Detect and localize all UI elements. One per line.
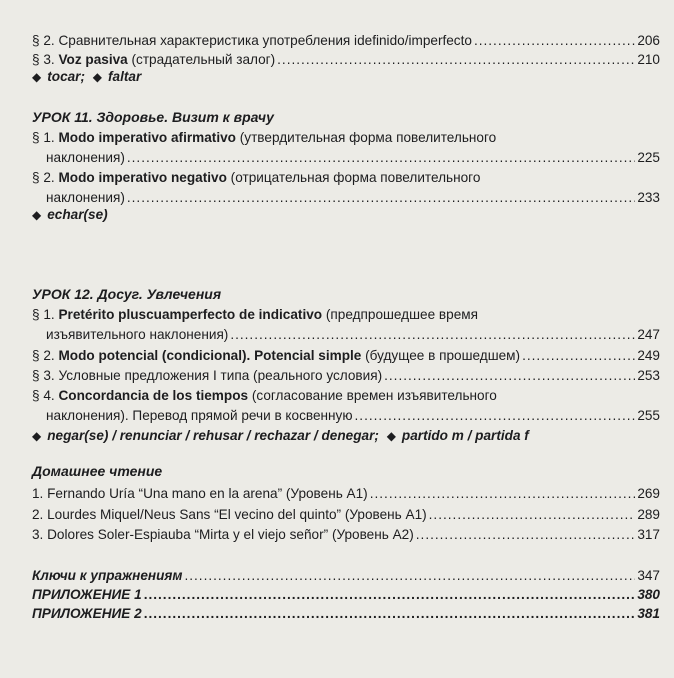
- page-number: 347: [637, 568, 660, 583]
- section-title: ПРИЛОЖЕНИЕ 2: [32, 606, 142, 621]
- section-title: Сравнительная характеристика употребления idefinido/imperfecto: [58, 33, 472, 48]
- reading-item: [32, 526, 660, 543]
- page-number: 317: [637, 527, 660, 542]
- section-title: Concordancia de los tiempos: [58, 388, 249, 403]
- page-number: 381: [637, 606, 660, 621]
- section-title: Modo imperativo afirmativo: [58, 130, 236, 145]
- section-subtitle: (утвердительная форма повелительного: [235, 130, 497, 145]
- toc-entry-appendix-1: [32, 586, 660, 603]
- page-number: 289: [637, 507, 660, 522]
- section-number: § 3.: [32, 368, 55, 383]
- vocab-line-l11: [32, 206, 660, 224]
- section-title: Modo imperativo negativo: [58, 170, 227, 185]
- toc-entry-l11-p1: [32, 129, 660, 146]
- dot-leader: [474, 32, 635, 49]
- dot-leader: [522, 347, 635, 364]
- toc-entry-l12-p3: [32, 367, 660, 384]
- page-number: 269: [637, 486, 660, 501]
- toc-entry-l11-p1-cont: [46, 149, 660, 166]
- section-subtitle-cont: наклонения): [46, 190, 125, 205]
- reading-title: Домашнее чтение: [32, 463, 163, 479]
- dot-leader: [127, 149, 635, 166]
- section-title: Условные предложения I типа (реального условия): [58, 368, 383, 383]
- section-number: § 1.: [32, 130, 55, 145]
- toc-entry-l10-p3: [32, 51, 660, 68]
- dot-leader: [144, 586, 636, 603]
- dot-leader: [184, 567, 635, 584]
- dot-leader: [277, 51, 635, 68]
- diamond-icon: ◆: [32, 429, 42, 443]
- section-number: § 2.: [32, 348, 55, 363]
- diamond-icon: ◆: [386, 429, 396, 443]
- section-title: Ключи к упражнениям: [32, 568, 183, 583]
- toc-entry-appendix-2: [32, 605, 660, 622]
- reading-item: [32, 506, 660, 523]
- reading-item-title: 3. Dolores Soler-Espiauba “Mirta y el viejo señor” (Уровень А2): [32, 527, 414, 542]
- diamond-icon: ◆: [32, 208, 42, 222]
- page-number: 380: [637, 587, 660, 602]
- section-number: § 4.: [32, 388, 55, 403]
- section-subtitle-cont: изъявительного наклонения): [46, 327, 229, 342]
- vocab-line-l12: [32, 427, 660, 445]
- vocab-line-l10: [32, 68, 660, 86]
- diamond-icon: ◆: [32, 70, 42, 84]
- dot-leader: [230, 326, 635, 343]
- page-number: 255: [637, 408, 660, 423]
- dot-leader: [144, 605, 636, 622]
- section-number: § 2.: [32, 33, 55, 48]
- toc-entry-l11-p2: [32, 169, 660, 186]
- dot-leader: [127, 189, 635, 206]
- section-subtitle: (отрицательная форма повелительного: [226, 170, 481, 185]
- vocab-word: partido m / partida f: [401, 428, 529, 443]
- section-title: Voz pasiva: [58, 52, 128, 67]
- toc-entry-l12-p1-cont: [46, 326, 660, 343]
- section-title: ПРИЛОЖЕНИЕ 1: [32, 587, 142, 602]
- lesson-title-11: УРОК 11. Здоровье. Визит к врачу: [32, 109, 274, 125]
- toc-entry-keys: [32, 567, 660, 584]
- reading-item: [32, 485, 660, 502]
- section-subtitle: (будущее в прошедшем): [361, 348, 521, 363]
- section-subtitle: (страдательный залог): [127, 52, 276, 67]
- page-number: 249: [637, 348, 660, 363]
- diamond-icon: ◆: [92, 70, 103, 84]
- vocab-word: negar(se) / renunciar / rehusar / rechazar / denegar;: [47, 428, 379, 443]
- vocab-word: echar(se): [47, 207, 108, 222]
- section-number: § 1.: [32, 307, 55, 322]
- section-subtitle-cont: наклонения): [46, 150, 125, 165]
- section-title: Pretérito pluscuamperfecto de indicativo: [58, 307, 323, 322]
- section-subtitle: (согласование времен изъявительного: [248, 388, 497, 403]
- section-number: § 3.: [32, 52, 55, 67]
- page-number: 206: [637, 33, 660, 48]
- dot-leader: [416, 526, 636, 543]
- vocab-word: faltar: [108, 69, 142, 84]
- page-number: 210: [637, 52, 660, 67]
- dot-leader: [370, 485, 636, 502]
- reading-item-title: 1. Fernando Uría “Una mano en la arena” (Уровень А1): [32, 486, 368, 501]
- dot-leader: [429, 506, 636, 523]
- page-number: 233: [637, 190, 660, 205]
- page-number: 253: [637, 368, 660, 383]
- dot-leader: [355, 407, 636, 424]
- toc-entry-l10-p2: [32, 32, 660, 49]
- vocab-word: tocar;: [47, 69, 86, 84]
- page-number: 225: [637, 150, 660, 165]
- section-subtitle: (предпрошедшее время: [322, 307, 478, 322]
- section-subtitle-cont: наклонения). Перевод прямой речи в косвенную: [46, 408, 353, 423]
- reading-item-title: 2. Lourdes Miquel/Neus Sans “El vecino del quinto” (Уровень А1): [32, 507, 427, 522]
- section-number: § 2.: [32, 170, 55, 185]
- toc-entry-l12-p4: [32, 387, 660, 404]
- dot-leader: [384, 367, 635, 384]
- toc-entry-l12-p4-cont: [46, 407, 660, 424]
- lesson-title-12: УРОК 12. Досуг. Увлечения: [32, 286, 222, 302]
- toc-entry-l12-p1: [32, 306, 660, 323]
- page-number: 247: [637, 327, 660, 342]
- section-title: Modo potencial (condicional). Potencial simple: [58, 348, 362, 363]
- toc-entry-l12-p2: [32, 347, 660, 364]
- toc-entry-l11-p2-cont: [46, 189, 660, 206]
